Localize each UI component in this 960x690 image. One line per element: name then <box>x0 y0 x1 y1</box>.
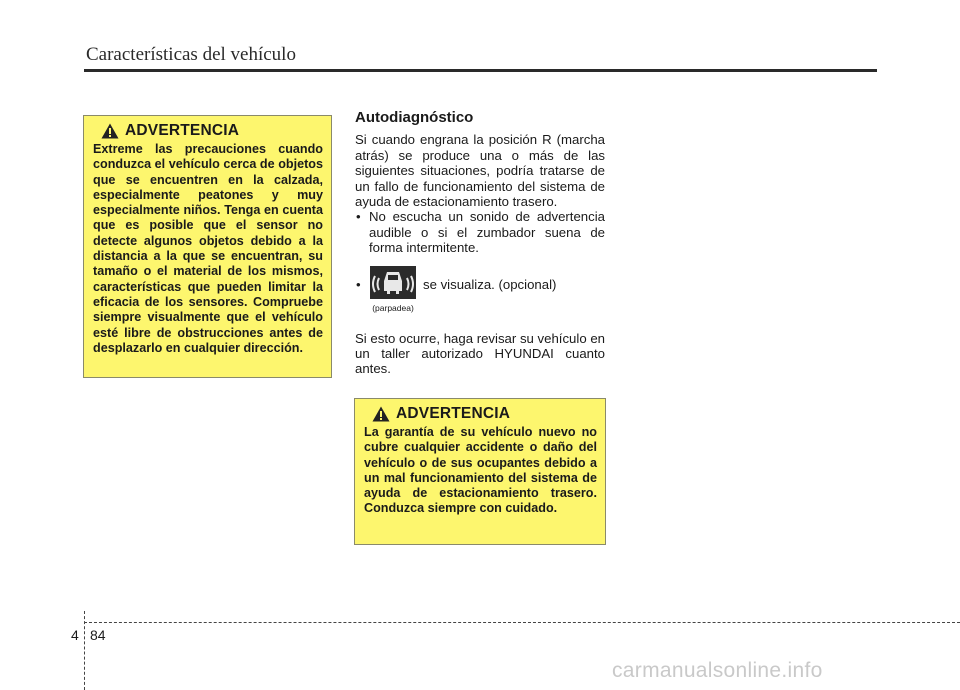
bullet-dot: • <box>356 209 361 225</box>
indicator-icon-group <box>369 266 417 316</box>
page-header-title: Características del vehículo <box>86 44 296 65</box>
warning-box-left <box>83 115 332 378</box>
header-rule <box>84 69 877 72</box>
parking-sensor-icon <box>370 266 416 299</box>
bullet-dot: • <box>356 276 361 292</box>
footer-horizontal-rule <box>84 622 960 623</box>
watermark: carmanualsonline.info <box>612 659 823 682</box>
warning-triangle-icon <box>101 123 119 139</box>
warning-title: ADVERTENCIA <box>396 405 511 422</box>
warning-header <box>372 405 597 423</box>
warning-box-right <box>354 398 606 545</box>
bullet-item-sound <box>355 209 605 255</box>
bullet-item-indicator <box>355 266 605 318</box>
warning-body: La garantía de su vehículo nuevo no cubre cualquier accidente o daño del vehículo o de sus ocupantes debido a un mal funcionamiento del sistema de ayuda de estacionamiento trasero. Conduzca siempre con cuidado. <box>364 425 597 516</box>
warning-title: ADVERTENCIA <box>125 122 240 139</box>
page-number: 84 <box>90 627 106 643</box>
warning-triangle-icon <box>372 406 390 422</box>
bullet-text: No escucha un sonido de advertencia audible o si el zumbador suena de forma intermitente. <box>369 209 605 256</box>
indicator-caption: (parpadea) <box>372 302 414 313</box>
indicator-description: se visualiza. (opcional) <box>423 276 557 292</box>
self-diagnosis-section <box>355 110 605 377</box>
warning-body: Extreme las precauciones cuando conduzca el vehículo cerca de objetos que se encuentren en la calzada, especialmente peatones y muy especialmente niños. Tenga en cuenta que es posible que el sensor no detecte algunos objetos debido a la distancia a la que se encuentran, su tamaño o el material de los mismos, características que pueden limitar la eficacia de los sensores. Compruebe siempre visualmente que el vehículo esté libre de obstrucciones antes de desplazarlo en cualquier dirección. <box>93 142 323 355</box>
section-title: Autodiagnóstico <box>355 109 474 126</box>
section-closing: Si esto ocurre, haga revisar su vehículo en un taller autorizado HYUNDAI cuanto antes. <box>355 330 605 377</box>
section-intro: Si cuando engrana la posición R (marcha atrás) se produce una o más de las siguientes situaciones, podría tratarse de un fallo de funcionamiento del sistema de ayuda de estacionamiento trasero. <box>355 132 605 210</box>
chapter-number: 4 <box>71 627 79 643</box>
warning-header <box>101 122 323 140</box>
